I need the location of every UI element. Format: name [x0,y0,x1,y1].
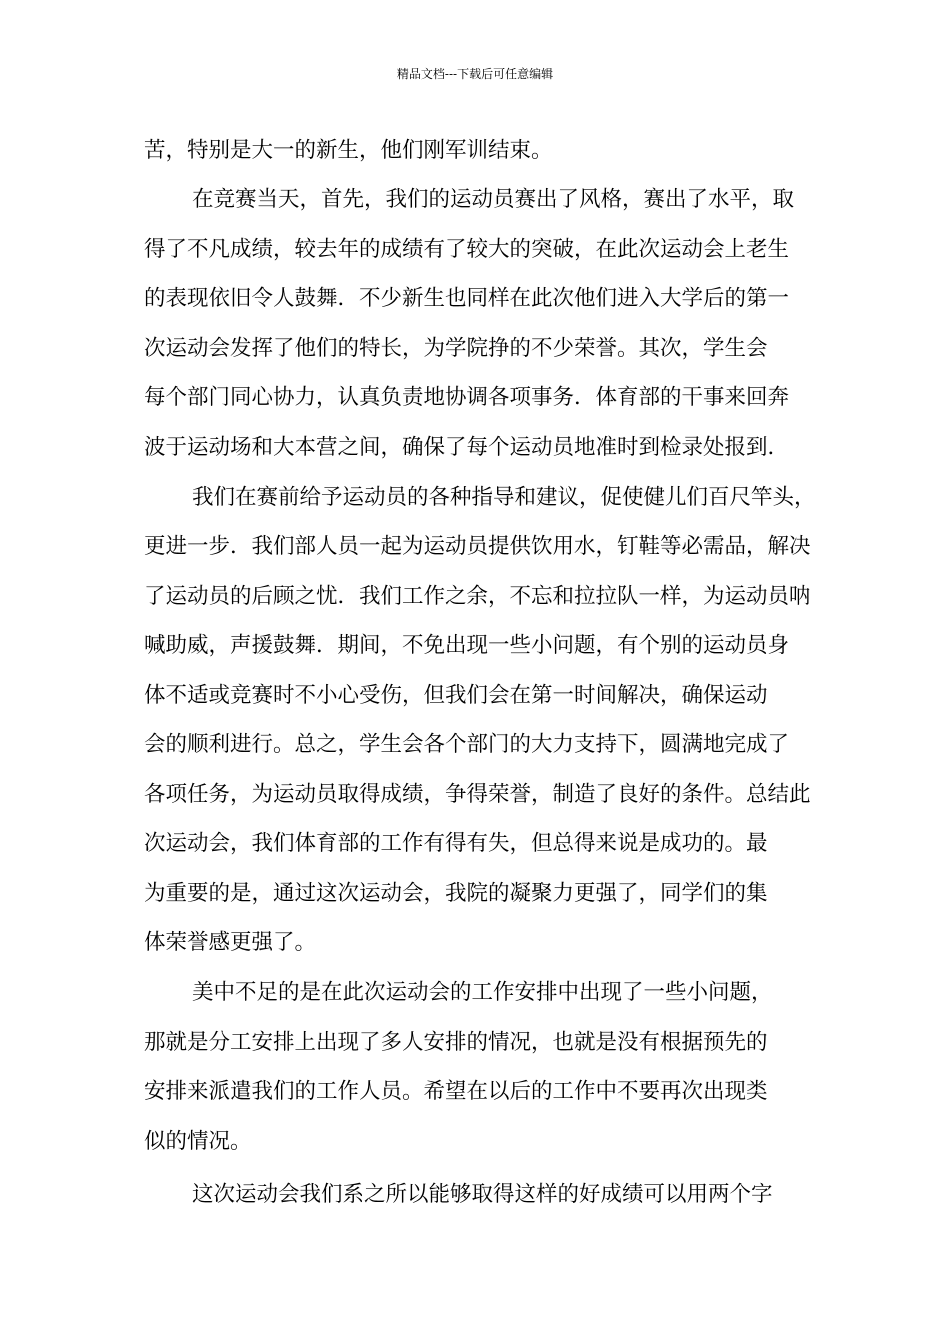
text-line: 体荣誉感更强了。 [144,930,317,955]
text-line: 的表现依旧令人鼓舞．不少新生也同样在此次他们进入大学后的第一 [144,286,790,311]
text-line: 得了不凡成绩，较去年的成绩有了较大的突破，在此次运动会上老生 [144,237,790,262]
text-line: 为重要的是，通过这次运动会，我院的凝聚力更强了，同学们的集 [144,881,768,906]
text-line: 各项任务，为运动员取得成绩，争得荣誉，制造了良好的条件。总结此 [144,782,811,807]
page-header: 精品文档---下载后可任意编辑 [396,67,554,81]
text-line: 我们在赛前给予运动员的各种指导和建议，促使健儿们百尺竿头， [192,485,816,510]
text-line: 了运动员的后顾之忧．我们工作之余，不忘和拉拉队一样，为运动员呐 [144,584,811,609]
text-line: 会的顺利进行。总之，学生会各个部门的大力支持下，圆满地完成了 [144,732,790,757]
text-line: 每个部门同心协力，认真负责地协调各项事务．体育部的干事来回奔 [144,385,790,410]
text-line: 次运动会，我们体育部的工作有得有失，但总得来说是成功的。最 [144,831,768,856]
text-line: 那就是分工安排上出现了多人安排的情况，也就是没有根据预先的 [144,1030,768,1055]
text-line: 更进一步．我们部人员一起为运动员提供饮用水，钉鞋等必需品，解决 [144,534,811,559]
text-line: 似的情况。 [144,1129,252,1154]
text-line: 这次运动会我们系之所以能够取得这样的好成绩可以用两个字 [192,1182,773,1207]
text-line: 喊助威，声援鼓舞．期间，不免出现一些小问题，有个别的运动员身 [144,633,790,658]
text-line: 苦，特别是大一的新生，他们刚军训结束。 [144,138,553,163]
text-line: 次运动会发挥了他们的特长，为学院挣的不少荣誉。其次，学生会 [144,336,768,361]
text-line: 波于运动场和大本营之间，确保了每个运动员地准时到检录处报到． [144,435,790,460]
text-line: 安排来派遣我们的工作人员。希望在以后的工作中不要再次出现类 [144,1079,768,1104]
text-line: 美中不足的是在此次运动会的工作安排中出现了一些小问题， [192,980,773,1005]
text-line: 体不适或竞赛时不小心受伤，但我们会在第一时间解决，确保运动 [144,683,768,708]
text-line: 在竞赛当天，首先，我们的运动员赛出了风格，赛出了水平，取 [192,187,795,212]
